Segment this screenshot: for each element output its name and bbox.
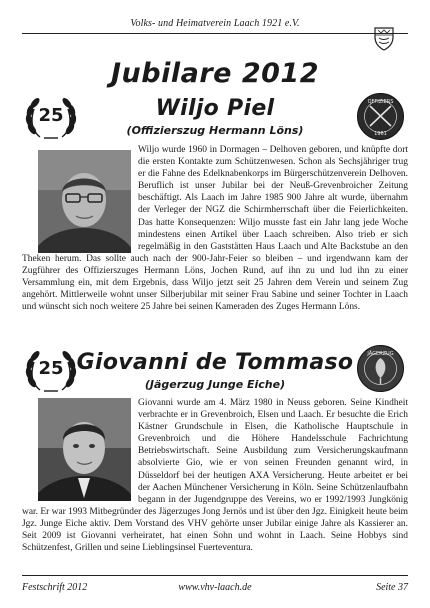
article-paragraph: Wiljo wurde 1960 in Dormagen – Delhoven geboren, und knüpfte dort die ersten Kontakte zum Schützenwesen. Schon als Sechsjähriger trug er die Fahne des Edelknabenkorps im Bürgerschützenverein Delhoven. Beruflich ist unser Jubilar bei der Neuß-Grevenbroicher Zeitung beschäftigt. Als Laach im Jahre 1985 900 Jahre alt wurde, übernahm der Verleger der NGZ die Schirmherrschaft über die Feierlichkeiten. Das hatte Konsequenzen: Wiljo musste fast ein Jahr lang jede Woche mindestens einen Artikel über Laach schreiben. Also trieb er sich regelmäßig in den Gaststätten Haus Laach und Alte Backstube an den Theken herum. Das sollte auch nach der 900-Jahr-Feier so bleiben – und irgendwann kam der Zugführer des Offizierszuges Hermann Löns, Jochen Rund, auf ihn zu und lud ihn zu einer Versammlung ein, mit dem Ergebnis, dass Wiljo jetzt seit 25 Jahren dem Verein und seinem Zug angehört. Mittlerweile wohnt unser Silberjubilar mit seiner Frau Sabine und seiner Tochter in Laach und wünscht sich noch weitere 25 Jahre bei seinen Kameraden des Zuges Hermann Löns. <box>22 145 408 313</box>
coat-of-arms-icon <box>371 25 397 51</box>
jubilarian-unit: (Offizierszug Hermann Löns) <box>126 124 304 137</box>
header-rule <box>22 33 408 34</box>
footer-website-link[interactable]: www.vhv-laach.de <box>178 582 252 593</box>
unit-emblem-icon <box>356 92 405 141</box>
footer-publication: Festschrift 2012 <box>22 582 88 593</box>
unit-emblem-icon <box>356 344 405 393</box>
article-paragraph: Giovanni wurde am 4. März 1980 in Neuss geboren. Seine Kindheit verbrachte er in Grevenbroich, Elsen und Laach. Er besuchte die Erich Kästner Grundschule in Elsen, die Katholische Hauptschule in Grevenbroich und die Höhere Handelsschule Fachrichtung Betriebswirtschaft. Seine Ausbildung zum Versicherungskaufmann absolvierte Gio, wie er von seinen Freunden genannt wird, in Düsseldorf bei der heutigen AXA Versicherung. Heute arbeitet er bei der Aachen Münchener Versicherung in Köln. Seine Schützenlaufbahn begann in der Jugendgruppe des Vereins, wo er 1992/1993 Jungkönig war. Er war 1993 Mitbegründer des Jägerzuges Jong Jernös und ist über den Jgz. Einigkeit heute beim Jgz. Junge Eiche aktiv. Dem Vorstand des VHV gehörte unser Jubilar einige Jahre als Kassierer an. Seit 2009 ist Giovanni verheiratet, hat einen Sohn und wohnt in Laach. Seine Hobbys sind Schützenfest, Grillen und seine Lieblingsinsel Fuerteventura. <box>22 398 408 554</box>
page-number: Seite 37 <box>376 582 408 593</box>
jubilarian-name: Giovanni de Tommaso <box>76 350 354 375</box>
article-text <box>22 144 408 313</box>
jubilarian-unit: (Jägerzug Junge Eiche) <box>144 378 286 391</box>
footer-rule <box>22 575 408 576</box>
header-title: Volks- und Heimatverein Laach 1921 e.V. <box>130 18 300 29</box>
jubilarian-name: Wiljo Piel <box>155 96 275 121</box>
jubilee-number: 25 <box>38 358 64 379</box>
svg-text:OFFIZIERS: OFFIZIERS <box>367 99 394 105</box>
article-text <box>22 397 408 554</box>
page-title: Jubilare 2012 <box>111 58 319 89</box>
svg-text:1961: 1961 <box>374 131 387 137</box>
jubilee-number: 25 <box>38 105 64 126</box>
svg-text:JÄGERZUG: JÄGERZUG <box>367 351 394 357</box>
